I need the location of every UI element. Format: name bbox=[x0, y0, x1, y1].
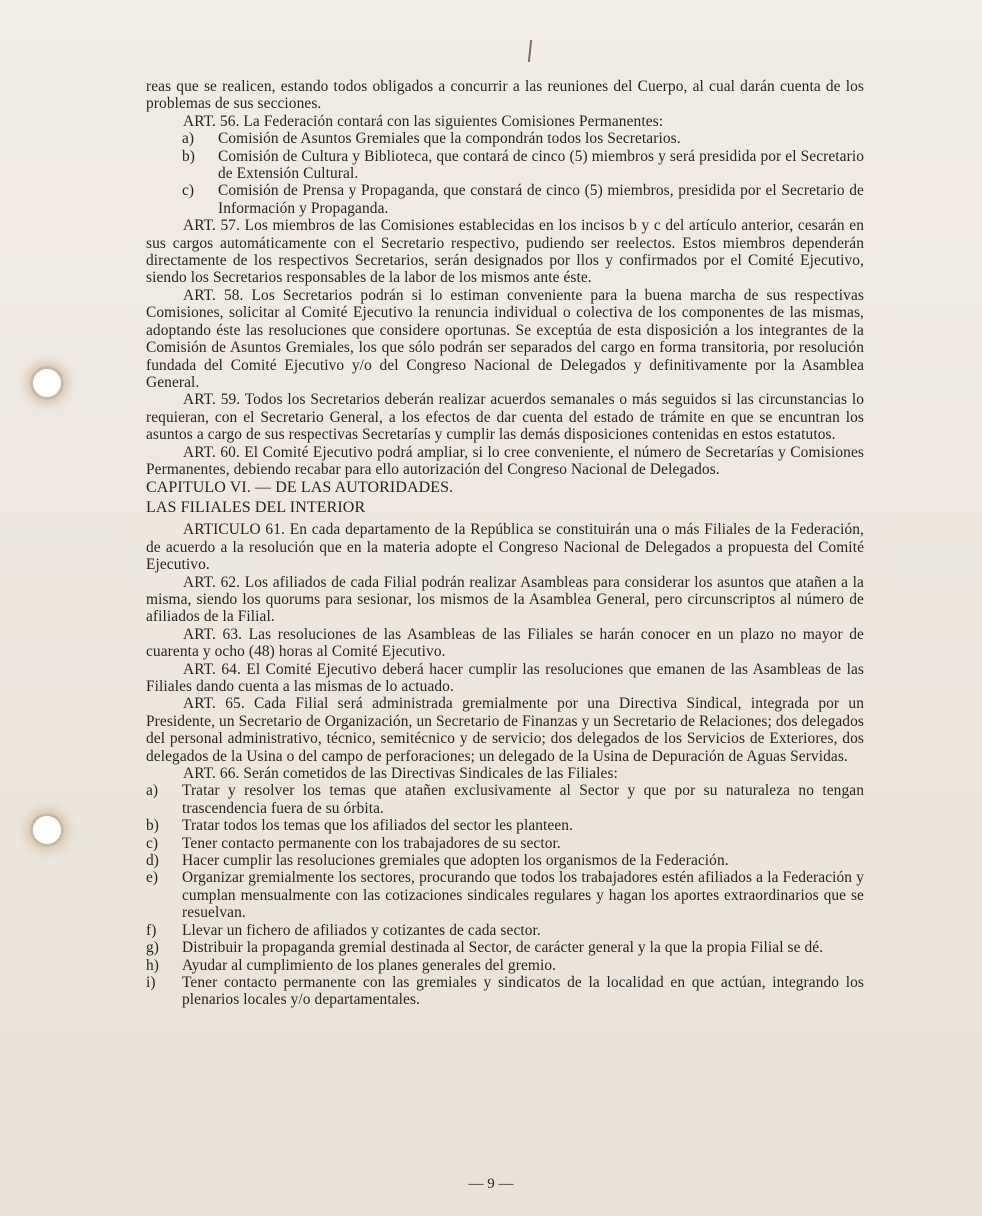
art-56-item bbox=[146, 148, 864, 183]
art-66-item bbox=[146, 869, 864, 921]
item-text: Comisión de Cultura y Biblioteca, que contará de cinco (5) miembros y será presidida por el Secretario de Extensión Cultural. bbox=[218, 147, 864, 183]
chapter-subheading: LAS FILIALES DEL INTERIOR bbox=[146, 499, 366, 517]
item-text: Comisión de Asuntos Gremiales que la compondrán todos los Secretarios. bbox=[218, 130, 681, 148]
item-label: f) bbox=[146, 921, 157, 939]
art-66-item bbox=[146, 974, 864, 1009]
item-label: a) bbox=[182, 130, 195, 148]
chapter-heading: CAPITULO VI. — DE LAS AUTORIDADES. bbox=[146, 479, 454, 497]
item-text: Tratar todos los temas que los afiliados del sector les planteen. bbox=[182, 817, 574, 835]
art-59: ART. 59. Todos los Secretarios deberán realizar acuerdos semanales o más seguidos si las circunstancias lo requieran, con el Secretario General, a los efectos de dar cuenta del estado de trámite en que se encuntran los asuntos a cargo de sus respectivas Secretarías y cumplir las demás disposiciones contenidas en estos estatutos. bbox=[146, 391, 864, 444]
item-label: c) bbox=[182, 182, 195, 200]
item-label: b) bbox=[182, 147, 196, 165]
item-label: g) bbox=[146, 939, 160, 957]
art-66-item bbox=[146, 957, 864, 974]
item-text: Tener contacto permanente con las gremiales y sindicatos de la localidad en que actúan, integrando los plenarios locales y/o departamentales. bbox=[182, 973, 864, 1009]
item-label: b) bbox=[146, 817, 160, 835]
punch-hole-upper bbox=[30, 366, 64, 400]
art-57: ART. 57. Los miembros de las Comisiones establecidas en los incisos b y c del artículo anterior, cesarán en sus cargos automáticamente con el Secretario respectivo, pudiendo ser reelectos. Estos miembros dependerán directamente de los respectivos Secretarios, serán designados por llos y confirmados por el Comité Ejecutivo, siendo los Secretarios responsables de la labor de los mismos ante éste. bbox=[146, 217, 864, 287]
art-66-intro: ART. 66. Serán cometidos de las Directivas Sindicales de las Filiales: bbox=[183, 765, 618, 783]
item-text: Tratar y resolver los temas que atañen exclusivamente al Sector y que por su naturaleza no tengan trascendencia fuera de su órbita. bbox=[182, 782, 864, 817]
art-66-item bbox=[146, 922, 864, 939]
art-64: ART. 64. El Comité Ejecutivo deberá hacer cumplir las resoluciones que emanen de las Asambleas de las Filiales dando cuenta a las mismas de lo actuado. bbox=[146, 660, 864, 695]
art-61: ARTICULO 61. En cada departamento de la República se constituirán una o más Filiales de la Federación, de acuerdo a la resolución que en la materia adopte el Congreso Nacional de Delegados a propuesta del Comité Ejecutivo. bbox=[146, 521, 864, 574]
item-label: c) bbox=[146, 834, 159, 852]
item-text: Llevar un fichero de afiliados y cotizantes de cada sector. bbox=[182, 921, 541, 939]
item-label: a) bbox=[146, 782, 159, 800]
art-63: ART. 63. Las resoluciones de las Asambleas de las Filiales se harán conocer en un plazo no mayor de cuarenta y ocho (48) horas al Comité Ejecutivo. bbox=[146, 625, 864, 661]
art-66-item bbox=[146, 852, 864, 869]
item-label: e) bbox=[146, 869, 159, 887]
item-text: Ayudar al cumplimiento de los planes generales del gremio. bbox=[182, 956, 557, 974]
art-56-item bbox=[146, 130, 864, 147]
art-56-intro: ART. 56. La Federación contará con las siguientes Comisiones Permanentes: bbox=[183, 112, 664, 130]
item-text: Distribuir la propaganda gremial destinada al Sector, de carácter general y la que la propia Filial se dé. bbox=[182, 939, 824, 957]
item-text: Tener contacto permanente con los trabajadores de su sector. bbox=[182, 834, 561, 852]
opening-paragraph: reas que se realicen, estando todos obligados a concurrir a las reuniones del Cuerpo, al cual darán cuenta de los problemas de sus secciones. bbox=[146, 78, 864, 113]
page-number: — 9 — bbox=[468, 1176, 514, 1192]
art-66-item bbox=[146, 835, 864, 852]
item-text: Organizar gremialmente los sectores, procurando que todos los trabajadores estén afiliados a la Federación y cumplan mensualmente con las cotizaciones sindicales regulares y hagan los aportes extraordinarios que se resuelvan. bbox=[182, 869, 864, 922]
punch-hole-lower bbox=[30, 813, 64, 847]
document-body bbox=[146, 78, 864, 1009]
art-58: ART. 58. Los Secretarios podrán si lo estiman conveniente para la buena marcha de sus respectivas Comisiones, solicitar al Comité Ejecutivo la renuncia individual o colectiva de los componentes de las mismas, adoptando éste las resoluciones que considere oportunas. Se exceptúa de esta disposición a los integrantes de la Comisión de Asuntos Gremiales, los que sólo podrán ser separados del cargo en forma transitoria, por resolución fundada del Comité Ejecutivo y/o del Congreso Nacional de Delegados y definitivamente por la Asamblea General. bbox=[146, 286, 864, 391]
item-text: Hacer cumplir las resoluciones gremiales que adopten los organismos de la Federación. bbox=[182, 852, 729, 870]
item-label: i) bbox=[146, 973, 156, 991]
art-66-item bbox=[146, 817, 864, 834]
item-text: Comisión de Prensa y Propaganda, que constará de cinco (5) miembros, presidida por el Secretario de Información y Propaganda. bbox=[218, 182, 864, 217]
item-label: h) bbox=[146, 956, 160, 974]
art-65: ART. 65. Cada Filial será administrada gremialmente por una Directiva Sindical, integrada por un Presidente, un Secretario de Organización, un Secretario de Finanzas y un Secretario de Relaciones; dos delegados del personal administrativo, técnico, semitécnico y de servicio; dos delegados de los Servicios de Exteriores, dos delegados de la Usina o del campo de perforaciones; un delegado de la Usina de Depuración de Aguas Servidas. bbox=[146, 695, 864, 765]
art-56-item bbox=[146, 182, 864, 217]
art-60: ART. 60. El Comité Ejecutivo podrá ampliar, si lo cree conveniente, el número de Secretarías y Comisiones Permanentes, debiendo recabar para ello autorización del Congreso Nacional de Delegados. bbox=[146, 443, 864, 478]
art-66-item bbox=[146, 939, 864, 956]
art-66-item bbox=[146, 782, 864, 817]
item-label: d) bbox=[146, 852, 160, 870]
art-62: ART. 62. Los afiliados de cada Filial podrán realizar Asambleas para considerar los asuntos que atañen a la misma, siendo los quorums para sesionar, los mismos de la Asamblea General, pero circunscriptos al número de afiliados de la Filial. bbox=[146, 573, 864, 626]
pencil-mark bbox=[528, 40, 532, 62]
